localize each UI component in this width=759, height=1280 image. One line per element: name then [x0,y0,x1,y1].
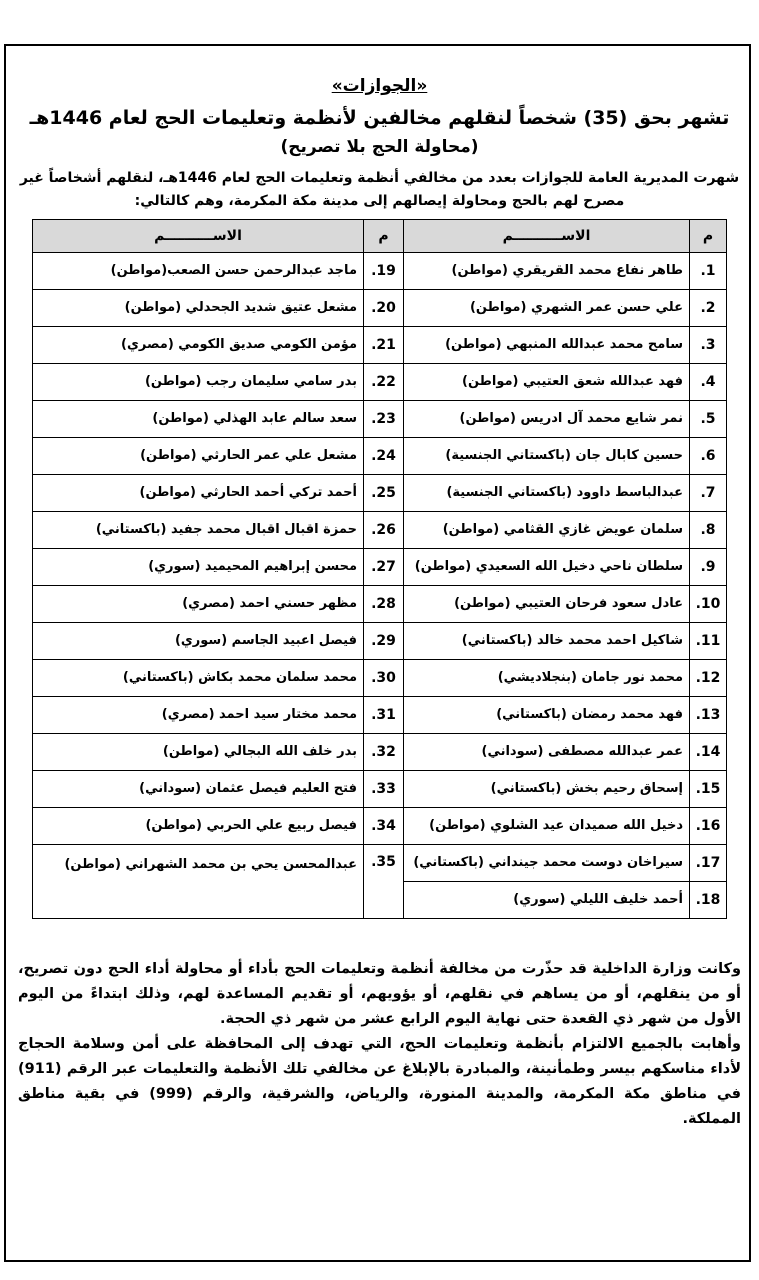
row-name: فيصل ربيع علي الحربي (مواطن) [33,808,364,845]
row-name: طاهر نفاع محمد القريقري (مواطن) [404,253,690,290]
table-row [33,253,727,290]
agency-title: «الجوازات» [331,76,428,96]
row-number: 15. [690,771,727,808]
row-number: 17. [690,845,727,882]
intro-paragraph: شهرت المديرية العامة للجوازات بعدد من مخالفي أنظمة وتعليمات الحج لعام 1446هـ، لنقلهم أشخاصاً غير مصرح لهم بالحج ومحاولة إيصالهم إلى مدينة مكة المكرمة، وهم كالتالي: [19,169,740,210]
row-name: بدر خلف الله البجالي (مواطن) [33,734,364,771]
row-name: بدر سامي سليمان رجب (مواطن) [33,364,364,401]
row-name: سلمان عويض غازي القثامي (مواطن) [404,512,690,549]
row-name: عادل سعود فرحان العتيبي (مواطن) [404,586,690,623]
row-number: 31. [364,697,404,734]
row-name: مؤمن الكومي صديق الكومي (مصري) [33,327,364,364]
row-number: 27. [364,549,404,586]
row-name: حسين كابال جان (باكستاني الجنسية) [404,438,690,475]
right-name-header: الاســــــــــم [404,220,690,253]
row-number: 1. [690,253,727,290]
row-name: فيصل اعبيد الجاسم (سوري) [33,623,364,660]
table-row [33,475,727,512]
table-row [33,401,727,438]
row-number: 26. [364,512,404,549]
table-row [33,327,727,364]
table-row [33,734,727,771]
table-row [33,438,727,475]
row-name: أحمد خليف الليلي (سوري) [404,882,690,919]
table-row [33,808,727,845]
left-name-header: الاســــــــــم [33,220,364,253]
row-name: مشعل علي عمر الحارثي (مواطن) [33,438,364,475]
right-num-header: م [690,220,727,253]
table-header-row [33,220,727,253]
row-number: 34. [364,808,404,845]
table-row [33,586,727,623]
row-name: عمر عبدالله مصطفى (سوداني) [404,734,690,771]
row-name: دخيل الله صميدان عيد الشلوي (مواطن) [404,808,690,845]
left-num-header: م [364,220,404,253]
row-name: محسن إبراهيم المحيميد (سوري) [33,549,364,586]
closing-text [18,957,741,1132]
row-number: 25. [364,475,404,512]
row-number: 8. [690,512,727,549]
table-row [33,290,727,327]
row-number: 5. [690,401,727,438]
row-name: فتح العليم فيصل عثمان (سوداني) [33,771,364,808]
row-number: 28. [364,586,404,623]
row-name: عبدالباسط داوود (باكستاني الجنسية) [404,475,690,512]
row-name: شاكيل احمد محمد خالد (باكستاني) [404,623,690,660]
closing-paragraph-1: وكانت وزارة الداخلية قد حذّرت من مخالفة أنظمة وتعليمات الحج بأداء أو محاولة أداء الحج دون تصريح، أو من ينقلهم، أو من يساهم في نقلهم، أو يؤويهم، أو تقديم المساعدة لهم، وذلك ابتداءً من اليوم الأول من شهر ذي القعدة حتى نهاية اليوم الرابع عشر من شهر ذي الحجة. [18,961,741,1028]
row-number: 12. [690,660,727,697]
row-number: 29. [364,623,404,660]
row-number: 23. [364,401,404,438]
row-name: مشعل عتيق شديد الجحدلي (مواطن) [33,290,364,327]
table-row [33,364,727,401]
row-name: علي حسن عمر الشهري (مواطن) [404,290,690,327]
row-number: 4. [690,364,727,401]
table-row [33,549,727,586]
row-number: 30. [364,660,404,697]
row-number: 3. [690,327,727,364]
row-name: حمزة اقبال اقبال محمد جفيد (باكستاني) [33,512,364,549]
violators-table [32,219,727,919]
row-number: 21. [364,327,404,364]
row-name: محمد سلمان محمد بكاش (باكستاني) [33,660,364,697]
row-number: 20. [364,290,404,327]
table-row [33,512,727,549]
row-number: 14. [690,734,727,771]
row-name: سيراخان دوست محمد جينداني (باكستاني) [404,845,690,882]
row-number: 10. [690,586,727,623]
row-number: 22. [364,364,404,401]
row-number: 19. [364,253,404,290]
row-number: 6. [690,438,727,475]
row-name: إسحاق رحيم بخش (باكستاني) [404,771,690,808]
table-row [33,697,727,734]
table-row [33,623,727,660]
row-name: مظهر حسني احمد (مصري) [33,586,364,623]
row-name: محمد نور جامان (بنجلاديشي) [404,660,690,697]
row-number: 24. [364,438,404,475]
row-name: فهد محمد رمضان (باكستاني) [404,697,690,734]
row-name: أحمد تركي أحمد الحارثي (مواطن) [33,475,364,512]
table-row [33,771,727,808]
row-name: عبدالمحسن يحي بن محمد الشهراني (مواطن) [33,845,364,919]
row-number: 18. [690,882,727,919]
row-name: سعد سالم عابد الهذلي (مواطن) [33,401,364,438]
table-row [33,660,727,697]
row-number: 16. [690,808,727,845]
row-number: 11. [690,623,727,660]
row-name: ماجد عبدالرحمن حسن الصعب(مواطن) [33,253,364,290]
table-body [33,253,727,919]
row-name: سامح محمد عبدالله المنبهي (مواطن) [404,327,690,364]
row-number: 33. [364,771,404,808]
headline: تشهر بحق (35) شخصاً لنقلهم مخالفين لأنظمة وتعليمات الحج لعام 1446هـ [29,107,730,130]
subtitle: (محاولة الحج بلا تصريح) [280,137,479,158]
closing-paragraph-2: وأهابت بالجميع الالتزام بأنظمة وتعليمات الحج، التي تهدف إلى المحافظة على أمن وسلامة الحجاج لأداء مناسكهم بيسر وطمأنينة، والمبادرة بالإبلاغ عن مخالفي تلك الأنظمة والتعليمات عبر الرقم (911) في مناطق مكة المكرمة، والمدينة المنورة، والرياض، والشرقية، والرقم (999) في بقية مناطق المملكة. [18,1035,741,1127]
table-row [33,845,727,882]
row-name: فهد عبدالله شعق العتيبي (مواطن) [404,364,690,401]
document-content [12,40,747,1132]
row-name: سلطان ناحي دخيل الله السعيدي (مواطن) [404,549,690,586]
row-name: نمر شايع محمد آل ادريس (مواطن) [404,401,690,438]
row-number: 7. [690,475,727,512]
row-number: 9. [690,549,727,586]
row-number: 2. [690,290,727,327]
row-number: 32. [364,734,404,771]
row-number: 35. [364,845,404,919]
row-name: محمد مختار سيد احمد (مصري) [33,697,364,734]
row-number: 13. [690,697,727,734]
